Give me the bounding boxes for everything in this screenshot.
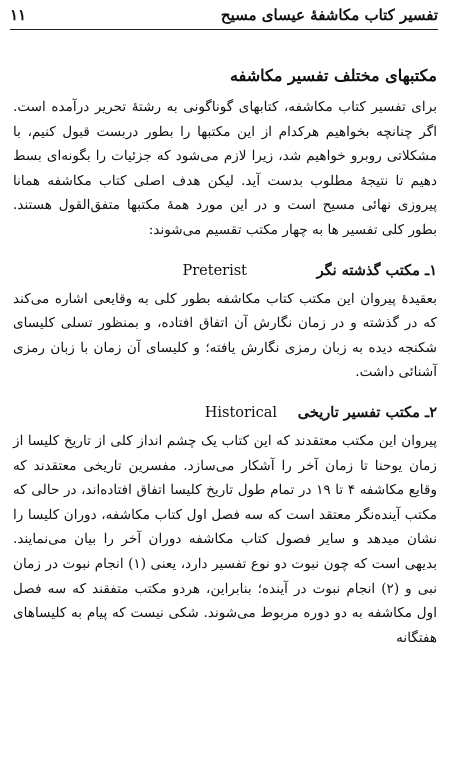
historical-paragraph: پیروان این مکتب معتقدند که این کتاب یک چشم انداز کلی از تاریخ کلیسا از زمان یوحنا تا زمان آخر را آشکار می‌سازد. مفسرین تاریخی معتقدند که وقایع مکاشفه ۴ تا ۱۹ در تمام طول تاریخ کلیسا اتفاق افتاده‌اند، در حالی که مکتب آینده‌نگر معتقد است که سه فصل اول کتاب مکاشفه، دوران کلیسا را نشان میدهد و سایر فصول کتاب مکاشفه دوران آخر را بیان می‌نمایند. بدیهی است که چون نبوت دو نوع تفسیر دارد، یعنی (۱) انجام نبوت در زمان نبی و (۲) انجام نبوت در آینده؛ بنابراین، هردو مکتب متفقند که سه فصل اول مکاشفه به دو دوره مربوط می‌شوند. شکی نیست که پیام به کلیساهای هفتگانه — [13, 432, 438, 646]
subheading-historical-fa: ۲ـ مکتب تفسیر تاریخی — [297, 403, 437, 421]
page-header — [10, 4, 438, 30]
page-number: ۱۱ — [10, 6, 27, 24]
page-body — [13, 62, 437, 650]
subheading-preterist — [13, 259, 437, 283]
subheading-historical — [13, 401, 437, 425]
subheading-historical-en: Historical — [204, 404, 277, 421]
intro-paragraph: برای تفسیر کتاب مکاشفه، کتابهای گوناگونی به رشتهٔ تحریر درآمده است. اگر چنانچه بخواهیم هرکدام از این مکتبها را بطور دربست قبول کنیم، با مشکلاتی روبرو خواهیم شد، زیرا لازم می‌شود که جزئیات را بگونه‌ای بسط دهیم تا نتیجهٔ مطلوب بدست آید. لیکن هدف اصلی کتاب مکاشفه همانا پیروزی نهائی مسیح است و در این مورد همهٔ مکتبها متفق‌القول هستند. بطور کلی تفسیر ها به چهار مکتب تقسیم می‌شوند: — [13, 99, 437, 238]
subheading-preterist-fa: ۱ـ مکتب گذشته نگر — [316, 261, 437, 279]
header-rule — [10, 29, 438, 30]
running-title: تفسیر کتاب مکاشفهٔ عیسای مسیح — [220, 6, 438, 24]
subheading-preterist-en: Preterist — [182, 262, 247, 279]
section-heading-schools: مکتبهای مختلف تفسیر مکاشفه — [230, 66, 437, 85]
preterist-paragraph: بعقیدهٔ پیروان این مکتب کتاب مکاشفه بطور کلی به وقایعی اشاره می‌کند که در گذشته و در زمان نگارش آن اتفاق افتاده، و بمنظور تسلی کلیسای شکنجه دیده به زبان رمزی نگارش یافته؛ و کلیسای آن زمان با زبان رمزی آشنائی داشت. — [13, 290, 437, 381]
